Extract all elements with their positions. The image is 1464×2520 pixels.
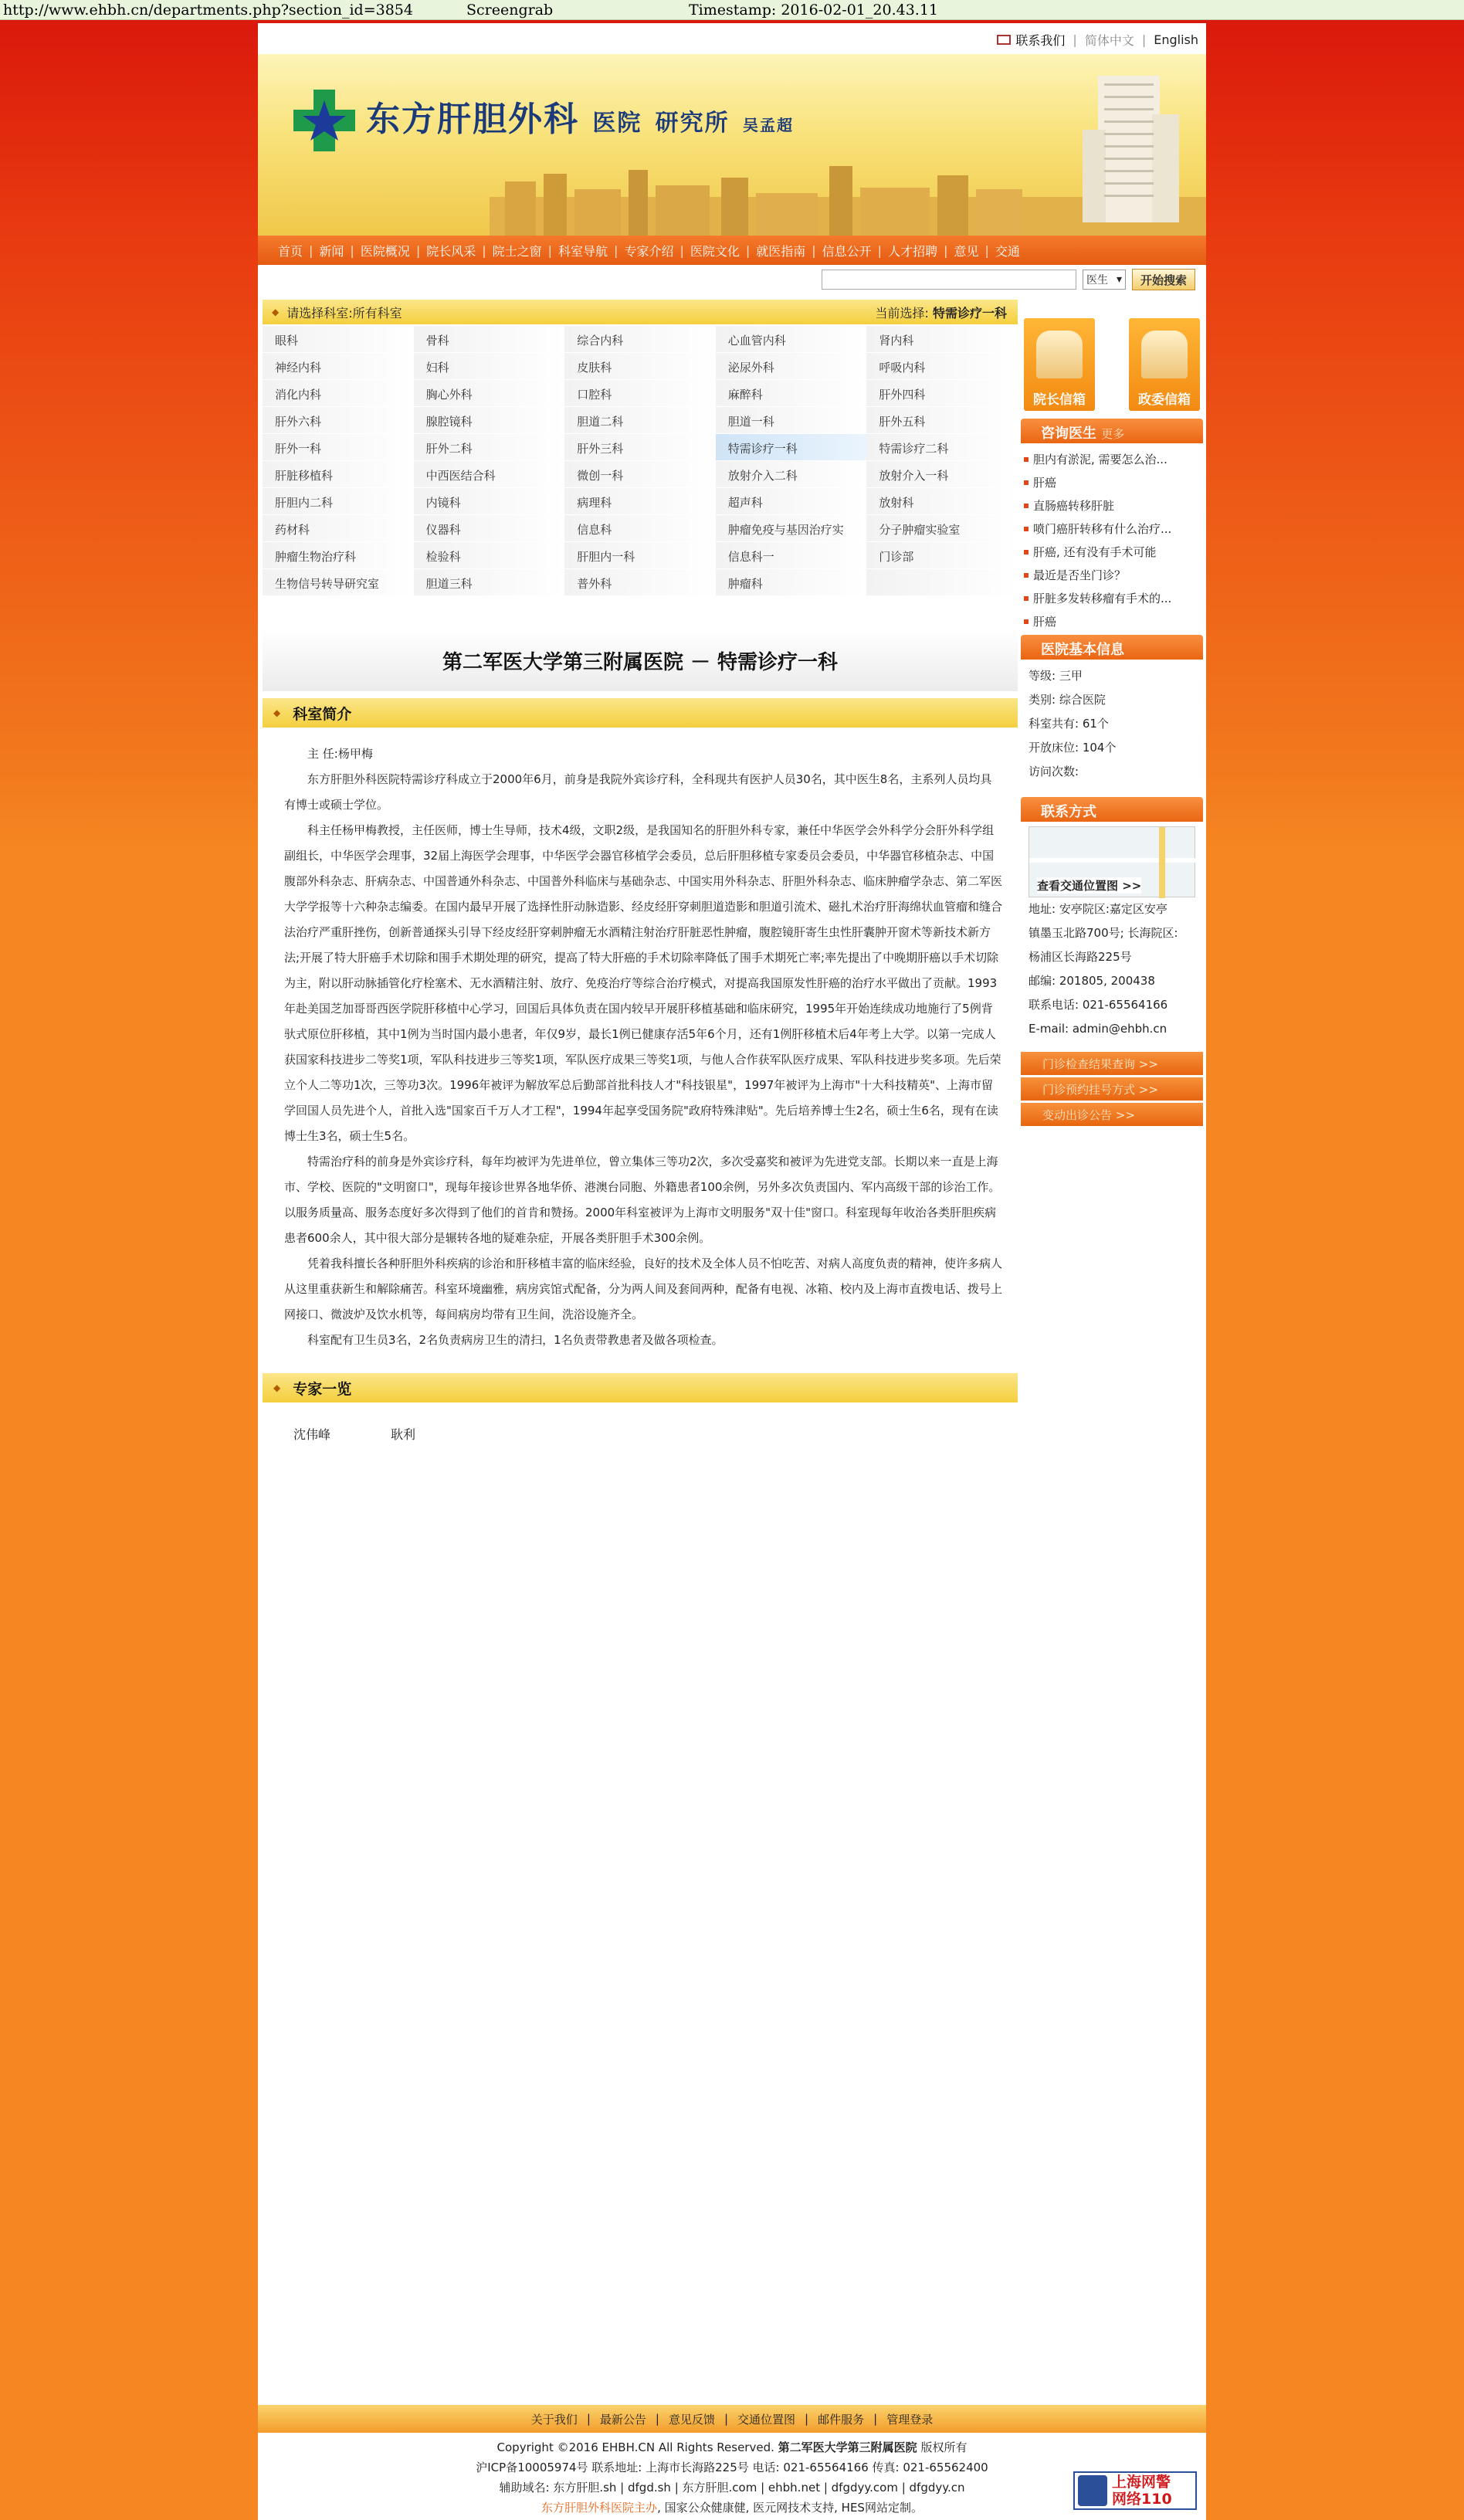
president-mailbox-label: 院长信箱 [1033, 392, 1086, 408]
header-banner [258, 54, 1206, 236]
commissar-mailbox-label: 政委信箱 [1138, 392, 1191, 408]
department-item[interactable]: 肝外二科 [414, 434, 565, 461]
hospital-logo-icon [290, 86, 358, 154]
list-item[interactable]: 喷门癌肝转移有什么治疗... [1024, 517, 1201, 541]
divider: | [1141, 32, 1147, 47]
department-item[interactable]: 胆道一科 [716, 407, 867, 434]
basic-info-list [1029, 664, 1203, 784]
lang-chinese-link[interactable]: 简体中文 [1084, 33, 1134, 48]
hospital-building-illustration [1075, 68, 1183, 222]
consult-doctor-title: 咨询医生 [1041, 426, 1096, 442]
logo-main-text: 东方肝胆外科 [366, 100, 579, 139]
footer-link-mail[interactable]: 邮件服务 [818, 2412, 865, 2427]
intro-article [284, 741, 1002, 1353]
contact-email: E-mail: admin@ehbh.cn [1029, 1022, 1167, 1036]
bullet-icon [1024, 457, 1029, 462]
department-item[interactable]: 病理科 [564, 488, 716, 515]
footer-link-login[interactable]: 管理登录 [886, 2412, 934, 2427]
appointment-button[interactable]: 门诊预约挂号方式 >> [1021, 1077, 1203, 1101]
department-item[interactable]: 胆道三科 [414, 569, 565, 596]
list-item[interactable]: 直肠癌转移肝脏 [1024, 494, 1201, 517]
top-utility-bar [997, 31, 1198, 49]
info-level: 等级: 三甲 [1029, 669, 1083, 683]
department-item[interactable]: 特需诊疗二科 [866, 434, 1018, 461]
department-item[interactable]: 中西医结合科 [414, 461, 565, 488]
president-mailbox-button[interactable] [1024, 318, 1095, 411]
department-selector-bar [263, 300, 1018, 324]
nav-item-traffic[interactable]: 交通 [995, 243, 1020, 259]
bullet-icon: ◆ [272, 307, 280, 317]
list-item[interactable]: 最近是否坐门诊？ [1024, 564, 1201, 587]
department-item[interactable]: 腺腔镜科 [414, 407, 565, 434]
search-input[interactable] [822, 270, 1076, 290]
capture-timestamp: Timestamp: 2016-02-01_20.43.11 [689, 2, 938, 19]
logo-sub-text-1: 医院 [592, 110, 642, 137]
exam-results-button[interactable]: 门诊检查结果查询 >> [1021, 1052, 1203, 1075]
capture-url: http://www.ehbh.cn/departments.php?section_id=3854 [3, 2, 413, 19]
nav-item-departments[interactable]: 科室导航 [558, 243, 608, 259]
intro-paragraph-4: 凭着我科擅长各种肝胆外科疾病的诊治和肝移植丰富的临床经验，良好的技术及全体人员不怕吃苦、对病人高度负责的精神，使许多病人从这里重获新生和解除痛苦。科室环境幽雅，病房宾馆式配备，分为两人间及套间两种，配备有电视、冰箱、校内及上海市直拨电话、拨号上网接口、微波炉及饮水机等，每间病房均带有卫生间，洗浴设施齐全。 [284, 1257, 1003, 1321]
police-label-1: 上海网警 [1112, 2474, 1171, 2491]
footer-link-map[interactable]: 交通位置图 [737, 2412, 796, 2427]
search-type-select[interactable] [1083, 270, 1126, 290]
contact-address: 杨浦区长海路225号 [1029, 950, 1132, 964]
chevron-down-icon: ▾ [1116, 273, 1122, 286]
department-item[interactable]: 口腔科 [564, 380, 716, 407]
nav-item-feedback[interactable]: 意见 [954, 243, 979, 259]
department-item[interactable]: 检验科 [414, 542, 565, 569]
department-item[interactable]: 门诊部 [866, 542, 1018, 569]
list-item[interactable]: 肝癌 [1024, 610, 1201, 633]
department-item[interactable]: 神经内科 [263, 353, 414, 380]
department-item[interactable]: 药材科 [263, 515, 414, 542]
nav-item-president[interactable]: 院长风采 [426, 243, 476, 259]
traffic-map-label: 查看交通位置图 >> [1037, 879, 1142, 893]
consult-more-link[interactable]: 更多 [1101, 427, 1125, 441]
contact-us-label: 联系我们 [1015, 33, 1066, 48]
bullet-icon [1024, 527, 1029, 531]
nav-item-culture[interactable]: 医院文化 [690, 243, 740, 259]
envelope-icon [997, 35, 1011, 45]
bullet-icon [1024, 504, 1029, 508]
department-item [866, 569, 1018, 596]
department-item[interactable]: 肿瘤生物治疗科 [263, 542, 414, 569]
department-item[interactable]: 放射介入一科 [866, 461, 1018, 488]
footer-link-notices[interactable]: 最新公告 [599, 2412, 646, 2427]
capture-info-bar [0, 0, 1464, 20]
intro-paragraph-2: 科主任杨甲梅教授，主任医师，博士生导师，技术4级，文职2级，是我国知名的肝胆外科专家，兼任中华医学会外科学分会肝外科学组副组长，中华医学会理事，32届上海医学会理事，中华医学会器官移植学会委员，总后肝胆移植专家委员会委员，中华器官移植杂志、中国腹部外科杂志、肝病杂志、中国普通外科杂志、中国普外科临床与基础杂志、中国实用外科杂志、肝胆外科杂志、临床肿瘤学杂志、第二军医大学学报等十六种杂志编委。在国内最早开展了选择性肝动脉造影、经皮经肝穿刺胆道造影和胆道引流术、磁扎术治疗肝海绵状血管瘤和缝合法治疗严重肝挫伤，创新普通探头引导下经皮经肝穿刺肿瘤无水酒精注射治疗肝脏恶性肿瘤，腹腔镜肝寄生虫性肝囊肿开窗术等新技术新方法;开展了特大肝癌手术切除和围手术期处理的研究，提高了特大肝癌的手术切除率降低了围手术期死亡率;率先提出了中晚期肝癌以手术切除为主，附以肝动脉插管化疗栓塞术、无水酒精注射、放疗、免疫治疗等综合治疗模式，对提高我国原发性肝癌的治疗水平做出了贡献。1993年赴美国芝加哥哥西医学院肝移植中心学习，回国后具体负责在国内较早开展肝移植基础和临床研究，1995年开始连续成功地施行了5例背驮式原位肝移植，其中1例为当时国内最小患者，年仅9岁，最长1例已健康存活5年6个月，还有1例肝移植术后4年考上大学。以第一完成人获国家科技进步二等奖1项，军队科技进步三等奖1项，军队医疗成果三等奖1项，与他人合作获军队医疗成果、军队科技进步奖多项。先后荣立个人二等功1次，三等功3次。1996年被评为解放军总后勤部首批科技人才"科技银星"，1997年被评为上海市"十大科技精英"、上海市留学回国人员先进个人，首批入选"国家百千万人才工程"，1994年起享受国务院"政府特殊津贴"。先后培养博士生2名，硕士生6名，现有在读博士生3名，硕士生5名。 [284, 823, 1003, 1143]
bullet-icon [1024, 596, 1029, 601]
basic-info-header: 医院基本信息 [1021, 635, 1203, 660]
intro-section-header [263, 698, 1018, 728]
department-item[interactable]: 胸心外科 [414, 380, 565, 407]
main-nav: 首页 | 新闻 | 医院概况 | 院长风采 | 院士之窗 | 科室导航 | 专家介绍 | 医院文化 | 就医指南 | 信息公开 | 人才招聘 | 意见 | 交通 [258, 236, 1206, 265]
department-select-label: 请选择科室: [286, 305, 353, 321]
department-item[interactable]: 肝胆内二科 [263, 488, 414, 515]
search-row [822, 269, 1195, 290]
copyright-line: Copyright ©2016 EHBH.CN All Rights Reserved. 第二军医大学第三附属医院 版权所有 [496, 2440, 968, 2454]
bullet-icon [1024, 550, 1029, 555]
department-select-value[interactable]: 所有科室 [352, 305, 402, 321]
schedule-notice-button[interactable]: 变动出诊公告 >> [1021, 1103, 1203, 1126]
department-item[interactable]: 生物信号转导研究室 [263, 569, 414, 596]
nav-item-overview[interactable]: 医院概况 [360, 243, 410, 259]
department-item[interactable]: 皮肤科 [564, 353, 716, 380]
department-item[interactable]: 肝外五科 [866, 407, 1018, 434]
department-item[interactable]: 仪器科 [414, 515, 565, 542]
department-item[interactable]: 放射介入二科 [716, 461, 867, 488]
expert-link[interactable]: 耿利 [391, 1427, 416, 1442]
police-label-2: 网络110 [1112, 2491, 1172, 2508]
intro-paragraph-3: 特需治疗科的前身是外宾诊疗科，每年均被评为先进单位，曾立集体三等功2次，多次受嘉奖和被评为先进党支部。长期以来一直是上海市、学校、医院的"文明窗口"，现每年接诊世界各地华侨、港澳台同胞、外籍患者100余例，另外多次负责国内、军内高级干部的诊治工作。以服务质量高、服务态度好多次得到了他们的首肯和赞扬。2000年科室被评为上海市文明服务"双十佳"窗口。科室现每年收治各类肝胆疾病患者600余人，其中很大部分是辗转各地的疑难杂症，开展各类肝胆手术300余例。 [284, 1155, 1001, 1245]
intro-paragraph-5: 科室配有卫生员3名，2名负责病房卫生的清扫，1名负责带教患者及做各项检查。 [307, 1333, 724, 1347]
nav-item-home[interactable]: 首页 [278, 243, 303, 259]
info-departments: 科室共有: 61个 [1029, 717, 1109, 731]
contact-us-link[interactable] [997, 31, 1065, 49]
department-item[interactable]: 分子肿瘤实验室 [866, 515, 1018, 542]
contact-phone: 联系电话: 021-65564166 [1029, 998, 1168, 1012]
bullet-icon [1024, 619, 1029, 624]
current-selection-value: 特需诊疗一科 [932, 305, 1007, 321]
bullet-icon: ◆ [273, 707, 281, 718]
consult-question-list [1024, 448, 1201, 633]
expert-link[interactable]: 沈伟峰 [293, 1427, 331, 1442]
cyber-police-badge[interactable] [1073, 2471, 1197, 2510]
contact-info-list [1029, 897, 1203, 1041]
footer-link-about[interactable]: 关于我们 [530, 2412, 578, 2427]
director-line: 主 任:杨甲梅 [307, 747, 373, 761]
nav-item-news[interactable]: 新闻 [319, 243, 344, 259]
department-item[interactable]: 肿瘤免疫与基因治疗实 [716, 515, 867, 542]
department-item[interactable]: 骨科 [414, 326, 565, 353]
page-title: 第二军医大学第三附属医院 － 特需诊疗一科 [263, 629, 1018, 691]
department-item[interactable]: 肾内科 [866, 326, 1018, 353]
list-item[interactable]: 肝癌 [1024, 471, 1201, 494]
info-visits: 访问次数: [1029, 765, 1079, 778]
department-item[interactable]: 胆道二科 [564, 407, 716, 434]
department-item[interactable]: 信息科一 [716, 542, 867, 569]
bullet-icon [1024, 573, 1029, 578]
department-item[interactable]: 肿瘤科 [716, 569, 867, 596]
police-icon [1078, 2475, 1107, 2506]
list-item[interactable]: 肝癌, 还有没有手术可能 [1024, 541, 1201, 564]
department-item[interactable]: 肝外一科 [263, 434, 414, 461]
nav-item-disclosure[interactable]: 信息公开 [822, 243, 872, 259]
domains-line: 辅助域名: 东方肝胆.sh | dfgd.sh | 东方肝胆.com | ehbh.net | dfgdyy.com | dfgdyy.cn [499, 2481, 965, 2495]
experts-section-header [263, 1373, 1018, 1402]
footer-link-feedback[interactable]: 意见反馈 [668, 2412, 715, 2427]
logo-signature: 吴孟超 [742, 116, 794, 134]
department-item[interactable]: 麻醉科 [716, 380, 867, 407]
contact-header: 联系方式 [1021, 797, 1203, 822]
icp-line: 沪ICP备10005974号 联系地址: 上海市长海路225号 电话: 021-65564166 传真: 021-65562400 [476, 2461, 988, 2474]
nav-item-academician[interactable]: 院士之窗 [492, 243, 542, 259]
experts-list [293, 1425, 415, 1443]
intro-paragraph-1: 东方肝胆外科医院特需诊疗科成立于2000年6月，前身是我院外宾诊疗科，全科现共有医护人员30名，其中医生8名，主系列人员均具有博士或硕士学位。 [284, 772, 992, 812]
page-container [258, 23, 1206, 2520]
department-item[interactable]: 泌尿外科 [716, 353, 867, 380]
department-item[interactable]: 消化内科 [263, 380, 414, 407]
commissar-mailbox-button[interactable] [1129, 318, 1200, 411]
info-beds: 开放床位: 104个 [1029, 741, 1117, 755]
department-item[interactable]: 内镜科 [414, 488, 565, 515]
sponsor-link[interactable]: 东方肝胆外科医院主办 [541, 2501, 658, 2515]
department-item[interactable]: 眼科 [263, 326, 414, 353]
bullet-icon [1024, 480, 1029, 485]
capture-label: Screengrab [466, 2, 554, 19]
consult-doctor-header [1021, 419, 1203, 443]
nav-item-recruitment[interactable]: 人才招聘 [888, 243, 938, 259]
current-selection-label: 当前选择: [875, 305, 929, 321]
contact-address: 地址: 安亭院区:嘉定区安亭 [1029, 902, 1167, 916]
mailbox-icon [1036, 331, 1083, 378]
contact-address: 镇墨玉北路700号; 长海院区: [1029, 926, 1178, 940]
department-item[interactable]: 普外科 [564, 569, 716, 596]
contact-postcode: 邮编: 201805, 200438 [1029, 974, 1155, 988]
mailbox-icon [1141, 331, 1188, 378]
department-item[interactable]: 呼吸内科 [866, 353, 1018, 380]
department-item[interactable]: 肝外三科 [564, 434, 716, 461]
department-item[interactable]: 心血管内科 [716, 326, 867, 353]
nav-item-experts[interactable]: 专家介绍 [624, 243, 674, 259]
footer-links: 关于我们 | 最新公告 | 意见反馈 | 交通位置图 | 邮件服务 | 管理登录 [258, 2405, 1206, 2433]
department-item[interactable]: 肝外六科 [263, 407, 414, 434]
hospital-logo-text [366, 91, 794, 141]
department-item[interactable]: 微创一科 [564, 461, 716, 488]
department-item[interactable]: 信息科 [564, 515, 716, 542]
info-category: 类别: 综合医院 [1029, 693, 1106, 707]
department-item[interactable]: 肝胆内一科 [564, 542, 716, 569]
department-item[interactable]: 放射科 [866, 488, 1018, 515]
department-item[interactable]: 肝脏移植科 [263, 461, 414, 488]
footer-info [258, 2437, 1206, 2518]
list-item[interactable]: 胆内有淤泥, 需要怎么治... [1024, 448, 1201, 471]
logo-sub-text-2: 研究所 [655, 110, 730, 137]
lang-english-link[interactable]: English [1154, 32, 1198, 47]
nav-item-guide[interactable]: 就医指南 [756, 243, 806, 259]
department-item[interactable]: 超声科 [716, 488, 867, 515]
search-button[interactable]: 开始搜索 [1132, 269, 1195, 290]
search-type-value: 医生 [1086, 274, 1108, 287]
department-item[interactable]: 综合内科 [564, 326, 716, 353]
list-item[interactable]: 肝脏多发转移瘤有手术的... [1024, 587, 1201, 610]
department-item[interactable]: 妇科 [414, 353, 565, 380]
department-item[interactable]: 肝外四科 [866, 380, 1018, 407]
experts-heading: 专家一览 [293, 1380, 352, 1398]
department-grid [263, 326, 1018, 596]
divider: | [1073, 32, 1077, 47]
support-line: 东方肝胆外科医院主办, 国家公众健康健, 医元网技术支持, HES网站定制。 [541, 2501, 923, 2515]
department-item[interactable]: 特需诊疗一科 [716, 434, 867, 461]
bullet-icon: ◆ [273, 1382, 281, 1393]
traffic-map-link[interactable] [1029, 826, 1195, 897]
intro-heading: 科室简介 [293, 705, 352, 723]
